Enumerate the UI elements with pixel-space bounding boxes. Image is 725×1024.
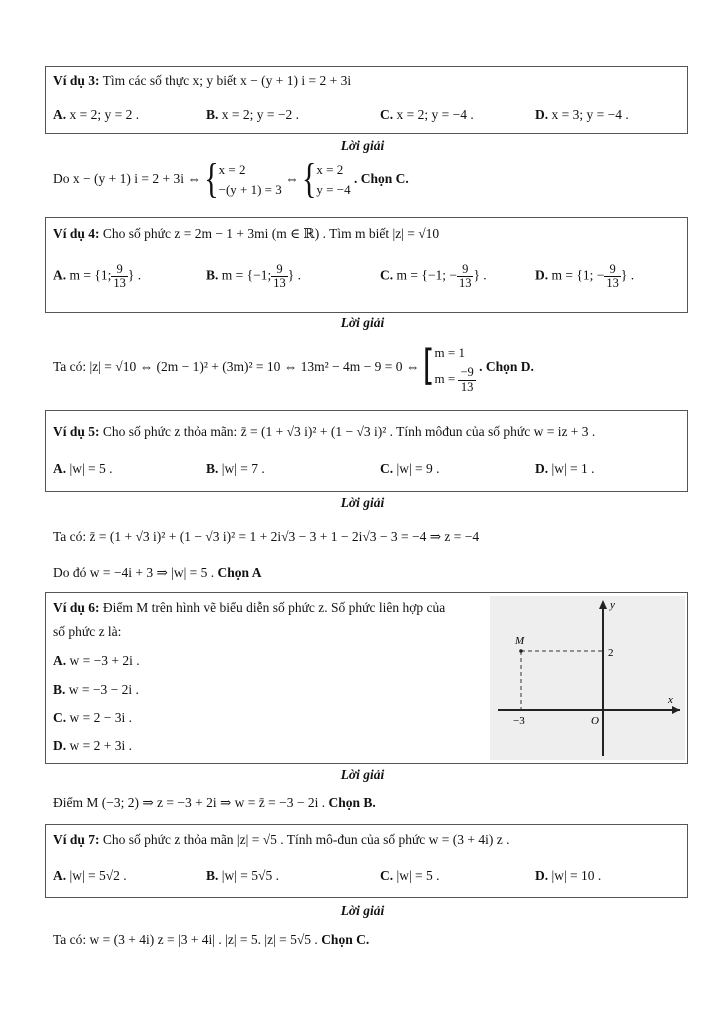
example-5-solution-title: Lời giải — [340, 495, 385, 510]
label-x: x — [668, 694, 673, 706]
example-3-option-c: C. x = 2; y = −4 . — [380, 107, 474, 122]
example-7-option-b: B. |w| = 5√5 . — [206, 868, 279, 883]
example-5-solution-line-2: Do đó w = −4i + 3 ⇒ |w| = 5 . Chọn A — [53, 565, 262, 580]
example-4-solution-title: Lời giải — [340, 315, 385, 330]
example-7-option-d: D. |w| = 10 . — [535, 868, 602, 883]
example-7-option-c: C. |w| = 5 . — [380, 868, 440, 883]
example-6-question-line-2: số phức z là: — [53, 624, 122, 639]
example-3-option-d: D. x = 3; y = −4 . — [535, 107, 629, 122]
example-3-option-a: A. x = 2; y = 2 . — [53, 107, 140, 122]
example-6-question-line-1: Ví dụ 6: Điểm M trên hình vẽ biểu diễn số phức z. Số phức liên hợp của — [53, 600, 446, 615]
example-5-option-d: D. |w| = 1 . — [535, 461, 595, 476]
example-6-option-b: B. w = −3 − 2i . — [53, 682, 139, 697]
example-3-text: Tìm các số thực x; y biết x − (y + 1) i = 2 + 3i — [102, 73, 352, 88]
example-4-solution: Ta có: |z| = √10 ⇔ (2m − 1)² + (3m)² = 10 ⇔ 13m² − 4m − 9 = 0 ⇔ [m = 1 m = $\frac{-9}{13}$ . Chọn D. — [53, 341, 534, 394]
label-m: M — [515, 635, 525, 647]
example-4-option-d: D. m = {1; − $\frac{9}{13}$ } . — [535, 262, 635, 291]
example-3-title: Ví dụ 3: — [53, 73, 100, 88]
point-m — [519, 649, 523, 653]
label-minus-3: −3 — [513, 715, 525, 727]
example-5-question: Ví dụ 5: Cho số phức z thỏa mãn: z̄ = (1 + √3 i)² + (1 − √3 i)² . Tính môđun của số phức w = iz + 3 . — [53, 424, 596, 439]
example-4-option-a: A. m = {1; $\frac{9}{13}$ } . — [53, 262, 142, 291]
example-6-solution: Điểm M (−3; 2) ⇒ z = −3 + 2i ⇒ w = z̄ = −3 − 2i . Chọn B. — [53, 795, 376, 810]
example-3-solution-title: Lời giải — [340, 138, 385, 153]
example-5-box — [45, 410, 688, 492]
example-7-option-a: A. |w| = 5√2 . — [53, 868, 127, 883]
example-6-option-c: C. w = 2 − 3i . — [53, 710, 132, 725]
example-7-solution-title: Lời giải — [340, 903, 385, 918]
example-7-question: Ví dụ 7: Cho số phức z thỏa mãn |z| = √5 . Tính mô-đun của số phức w = (3 + 4i) z . — [53, 832, 510, 847]
example-3-question — [53, 73, 351, 89]
example-6-option-d: D. w = 2 + 3i . — [53, 738, 132, 753]
example-4-question: Ví dụ 4: Cho số phức z = 2m − 1 + 3mi (m ∈ ℝ) . Tìm m biết |z| = √10 — [53, 226, 440, 241]
example-4-option-b: B. m = {−1; $\frac{9}{13}$ } . — [206, 262, 301, 291]
label-origin: O — [591, 715, 599, 727]
example-6-solution-title: Lời giải — [340, 767, 385, 782]
example-5-option-c: C. |w| = 9 . — [380, 461, 440, 476]
example-4-option-c: C. m = {−1; − $\frac{9}{13}$ } . — [380, 262, 487, 291]
example-3-option-b: B. x = 2; y = −2 . — [206, 107, 299, 122]
example-3-solution: Do x − (y + 1) i = 2 + 3i ⇔ {x = 2 −(y + 1) = 3 ⇔ {x = 2 y = −4 . Chọn C. — [53, 156, 409, 203]
example-5-option-b: B. |w| = 7 . — [206, 461, 265, 476]
example-5-option-a: A. |w| = 5 . — [53, 461, 113, 476]
label-2: 2 — [608, 647, 614, 659]
example-6-option-a: A. w = −3 + 2i . — [53, 653, 140, 668]
example-5-solution-line-1: Ta có: z̄ = (1 + √3 i)² + (1 − √3 i)² = 1 + 2i√3 − 3 + 1 − 2i√3 − 3 = −4 ⇒ z = −4 — [53, 529, 480, 544]
example-7-solution: Ta có: w = (3 + 4i) z = |3 + 4i| . |z| = 5. |z| = 5√5 . Chọn C. — [53, 932, 370, 947]
label-y: y — [610, 599, 615, 611]
complex-plane-figure — [490, 596, 685, 760]
